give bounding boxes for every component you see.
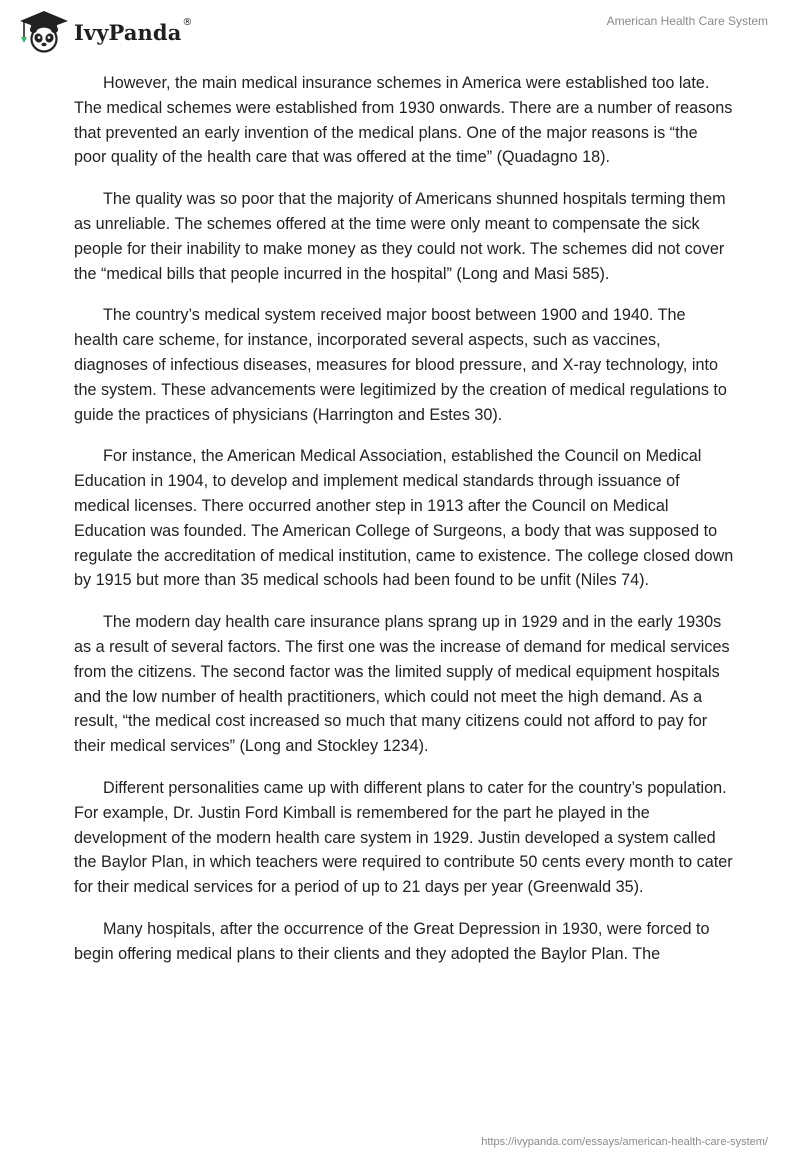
paragraph: The country’s medical system received major boost between 1900 and 1940. The health care scheme, for instance, incorporated several aspects, such as vaccines, diagnoses of infectious diseases, measures for blood pressure, and X-ray technology, into the system. These advancements were legitimized by the creation of medical regulations to guide the practices of physicians (Harrington and Estes 30). [74,306,727,424]
brand-name: IvyPanda [74,19,182,45]
paragraph: However, the main medical insurance schemes in America were established too late. The medical schemes were established from 1930 onwards. There are a number of reasons that prevented an early invention of the medical plans. One of the major reasons is “the poor quality of the health care that was offered at the time” (Quadagno 18). [74,74,733,167]
brand-logo[interactable] [14,8,192,54]
paragraph: The quality was so poor that the majority of Americans shunned hospitals terming them as unreliable. The schemes offered at the time were only meant to compensate the sick people for their inability to make money as they could not work. The schemes did not cover the “medical bills that people incurred in the hospital” (Long and Masi 585). [74,190,726,283]
registered-mark: ® [182,16,193,28]
essay-body [74,71,734,984]
paragraph: Different personalities came up with different plans to cater for the country’s population. For example, Dr. Justin Ford Kimball is remembered for the part he played in the development of the modern health care system in 1929. Justin developed a system called the Baylor Plan, in which teachers were required to contribute 50 cents every month to cater for their medical services for a period of up to 21 days per year (Greenwald 35). [74,778,733,897]
source-url[interactable]: https://ivypanda.com/essays/american-health-care-system/ [481,1136,768,1148]
document-title: American Health Care System [606,14,768,28]
paragraph: The modern day health care insurance plans sprang up in 1929 and in the early 1930s as a result of several factors. The first one was the increase of demand for medical services from the citizens. The second factor was the limited supply of medical equipment hospitals and the low number of health practitioners, which could not meet the high demand. As a result, “the medical cost increased so much that many citizens could not afford to pay for their medical services” (Long and Stockley 1234). [74,613,730,756]
paragraph: Many hospitals, after the occurrence of the Great Depression in 1930, were forced to begin offering medical plans to their clients and they adopted the Baylor Plan. The [74,919,710,963]
page-header [0,0,800,64]
paragraph: For instance, the American Medical Association, established the Council on Medical Education in 1904, to develop and implement medical standards through issuance of medical licenses. There occurred another step in 1913 after the Council on Medical Education was founded. The American College of Surgeons, a body that was supposed to regulate the accreditation of medical institution, came to existence. The college closed down by 1915 but more than 35 medical schools had been found to be unfit (Niles 74). [74,447,734,590]
panda-graduate-icon [14,8,70,54]
